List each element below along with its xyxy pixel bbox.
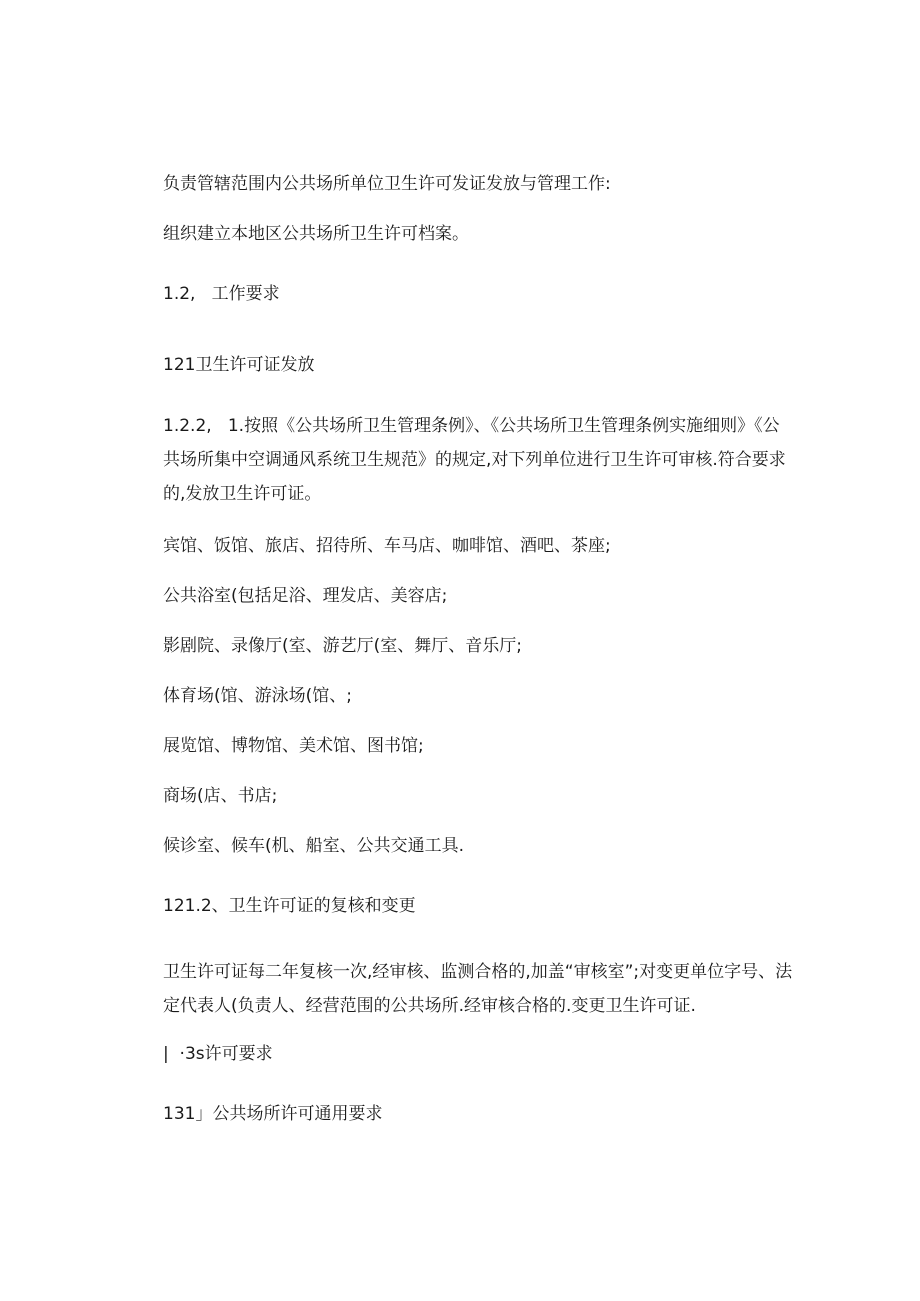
- list-item-theaters: 影剧院、录像厅(室、游艺厅(室、舞厅、音乐厅;: [163, 636, 522, 656]
- list-item-museums: 展览馆、博物馆、美术馆、图书馆;: [163, 736, 424, 756]
- list-item-baths: 公共浴室(包括足浴、理发店、美容店;: [163, 586, 448, 606]
- paragraph-management-duty: 负责管辖范围内公共场所单位卫生许可发证发放与管理工作:: [163, 174, 611, 194]
- heading-general-requirements: 131」公共场所许可通用要求: [163, 1104, 383, 1124]
- list-item-stores: 商场(店、书店;: [163, 786, 278, 806]
- list-item-waiting-rooms: 候诊室、候车(机、船室、公共交通工具.: [163, 836, 465, 856]
- heading-license-requirements: | ·3s许可要求: [163, 1044, 273, 1064]
- paragraph-review-rules: 卫生许可证每二年复核一次,经审核、监测合格的,加盖“审核室”;对变更单位字号、法定代表人(负责人、经营范围的公共场所.经审核合格的.变更卫生许可证.: [163, 962, 793, 1016]
- list-item-hotels: 宾馆、饭馆、旅店、招待所、车马店、咖啡馆、酒吧、茶座;: [163, 536, 611, 556]
- heading-work-requirements: 1.2, 工作要求: [163, 284, 280, 304]
- paragraph-archive-duty: 组织建立本地区公共场所卫生许可档案。: [163, 224, 469, 244]
- paragraph-issuance-rules: 1.2.2, 1.按照《公共场所卫生管理条例》、《公共场所卫生管理条例实施细则》《公共场所集中空调通风系统卫生规范》的规定,对下列单位进行卫生许可审核.符合要求的,发放卫生许可证。: [163, 416, 786, 504]
- list-item-sports: 体育场(馆、游泳场(馆、;: [163, 686, 352, 706]
- heading-license-issuance: 121卫生许可证发放: [163, 355, 315, 375]
- heading-license-review: 121.2、卫生许可证的复核和变更: [163, 896, 416, 916]
